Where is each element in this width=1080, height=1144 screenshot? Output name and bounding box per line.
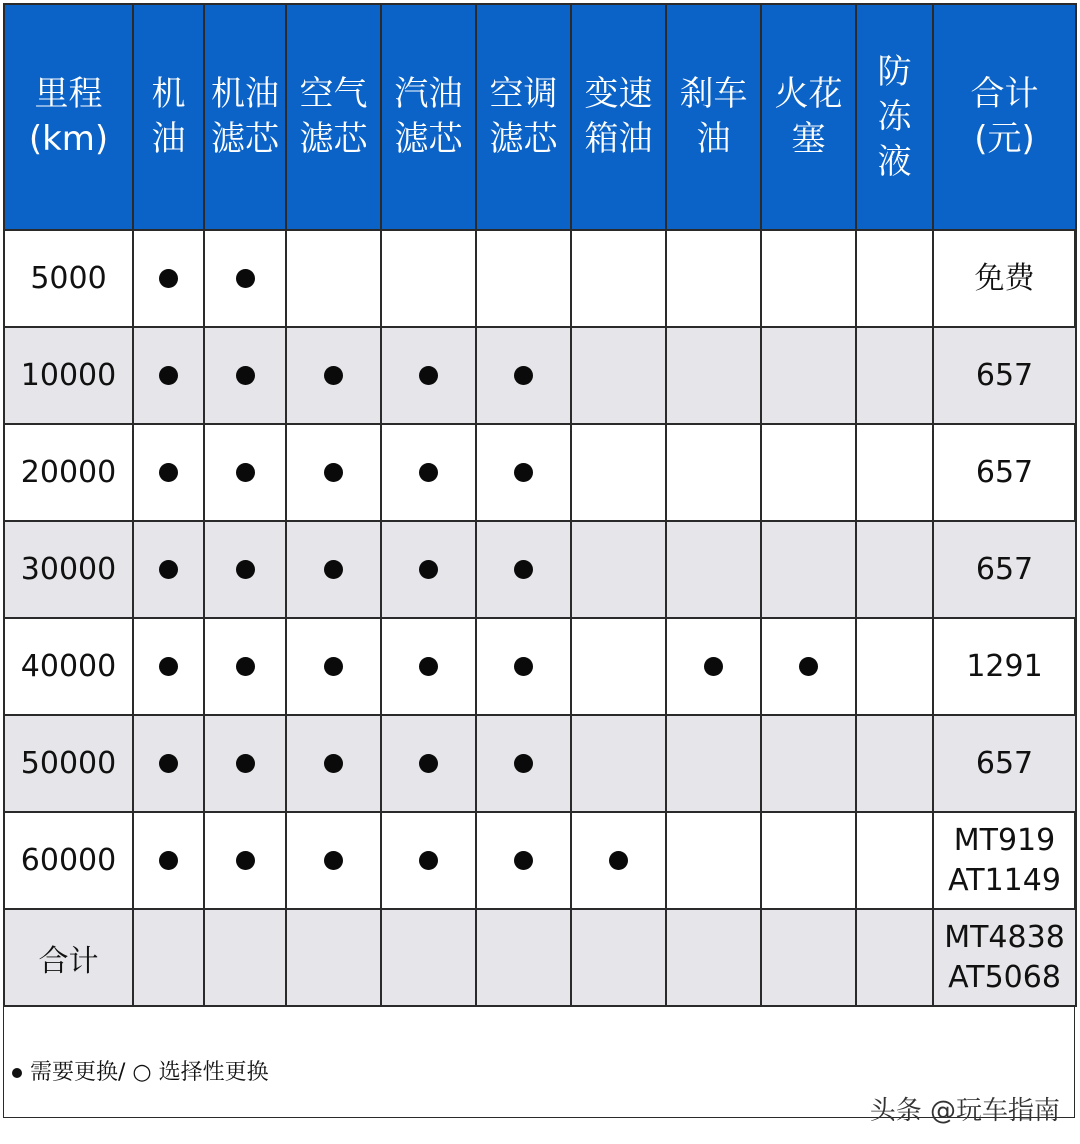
header-mileage-line-1: (km) — [28, 119, 109, 159]
row-total-line: 657 — [975, 357, 1034, 393]
row-cell — [856, 521, 933, 618]
row-cell — [571, 327, 666, 424]
row-cell — [571, 424, 666, 521]
row-cell — [286, 424, 381, 521]
replace-dot-icon — [159, 366, 178, 385]
row-cell — [571, 812, 666, 909]
row-cell — [133, 909, 204, 1006]
row-total-line: 免费 — [974, 260, 1035, 296]
replace-dot-icon — [419, 657, 438, 676]
row-cell — [761, 909, 856, 1006]
row-total — [933, 424, 1076, 521]
row-cell — [381, 521, 476, 618]
replace-dot-icon — [704, 657, 723, 676]
row-cell — [856, 812, 933, 909]
header-item-5 — [571, 4, 666, 230]
replace-dot-icon — [236, 560, 255, 579]
row-cell — [381, 618, 476, 715]
replace-dot-icon — [324, 560, 343, 579]
replace-dot-icon — [324, 851, 343, 870]
row-total — [933, 812, 1076, 909]
header-item-3-line-0: 汽油 — [394, 74, 463, 114]
filled-dot-icon — [12, 1068, 22, 1078]
replace-dot-icon — [514, 851, 533, 870]
row-cell — [204, 909, 286, 1006]
replace-dot-icon — [419, 560, 438, 579]
row-cell — [381, 812, 476, 909]
header-item-2 — [286, 4, 381, 230]
row-total-line: MT4838 — [944, 919, 1065, 955]
row-total — [933, 327, 1076, 424]
row-cell — [761, 230, 856, 327]
maintenance-schedule-table — [3, 3, 1077, 1007]
row-mileage: 30000 — [4, 521, 133, 618]
replace-dot-icon — [419, 851, 438, 870]
row-cell — [381, 230, 476, 327]
table-row — [4, 909, 1076, 1006]
row-cell — [381, 424, 476, 521]
replace-dot-icon — [324, 754, 343, 773]
row-cell — [666, 327, 761, 424]
replace-dot-icon — [159, 851, 178, 870]
header-item-8-line-2: 液 — [877, 141, 912, 182]
header-item-2-line-0: 空气 — [299, 74, 368, 114]
table-row — [4, 230, 1076, 327]
row-cell — [204, 715, 286, 812]
header-item-1-line-1: 滤芯 — [211, 119, 279, 159]
row-cell — [381, 715, 476, 812]
row-cell — [286, 618, 381, 715]
header-item-7 — [761, 4, 856, 230]
row-cell — [856, 909, 933, 1006]
header-item-4 — [476, 4, 571, 230]
header-item-6-line-1: 油 — [696, 119, 731, 159]
row-cell — [286, 909, 381, 1006]
row-cell — [761, 715, 856, 812]
header-item-3 — [381, 4, 476, 230]
row-total-line: AT5068 — [948, 959, 1061, 995]
row-cell — [133, 424, 204, 521]
row-total-line: 657 — [975, 745, 1034, 781]
row-cell — [476, 812, 571, 909]
replace-dot-icon — [799, 657, 818, 676]
row-cell — [286, 327, 381, 424]
row-cell — [571, 521, 666, 618]
table-row — [4, 618, 1076, 715]
row-mileage: 60000 — [4, 812, 133, 909]
watermark: 头条 @玩车指南 — [869, 1096, 1060, 1126]
row-cell — [133, 327, 204, 424]
row-cell — [856, 327, 933, 424]
row-cell — [204, 521, 286, 618]
row-total — [933, 230, 1076, 327]
header-mileage — [4, 4, 133, 230]
replace-dot-icon — [324, 657, 343, 676]
table-body — [4, 230, 1076, 1006]
header-item-4-line-0: 空调 — [489, 74, 558, 114]
header-item-0 — [133, 4, 204, 230]
header-item-3-line-1: 滤芯 — [394, 119, 463, 159]
replace-dot-icon — [159, 657, 178, 676]
row-mileage: 10000 — [4, 327, 133, 424]
table-row — [4, 521, 1076, 618]
row-cell — [571, 618, 666, 715]
row-mileage: 20000 — [4, 424, 133, 521]
table-row — [4, 812, 1076, 909]
row-cell — [476, 230, 571, 327]
table-row — [4, 715, 1076, 812]
header-item-2-line-1: 滤芯 — [299, 119, 368, 159]
header-item-6-line-0: 刹车 — [679, 74, 748, 114]
row-cell — [204, 618, 286, 715]
replace-dot-icon — [609, 851, 628, 870]
header-item-1 — [204, 4, 286, 230]
row-cell — [476, 618, 571, 715]
header-item-1-line-0: 机油 — [211, 74, 279, 114]
row-cell — [476, 521, 571, 618]
row-cell — [666, 521, 761, 618]
row-total-line: AT1149 — [948, 862, 1061, 898]
row-total — [933, 715, 1076, 812]
row-cell — [133, 618, 204, 715]
row-cell — [571, 909, 666, 1006]
row-total-line: 1291 — [966, 648, 1043, 684]
row-cell — [761, 327, 856, 424]
replace-dot-icon — [159, 463, 178, 482]
row-cell — [666, 715, 761, 812]
replace-dot-icon — [236, 269, 255, 288]
header-item-7-line-1: 塞 — [791, 119, 826, 159]
replace-dot-icon — [236, 657, 255, 676]
row-mileage: 5000 — [4, 230, 133, 327]
replace-dot-icon — [236, 754, 255, 773]
replace-dot-icon — [514, 754, 533, 773]
header-item-8-line-1: 冻 — [877, 96, 912, 137]
header-total-line-1: (元) — [974, 119, 1035, 159]
table-row — [4, 327, 1076, 424]
header-item-0-line-0: 机 — [151, 74, 186, 114]
row-cell — [666, 909, 761, 1006]
row-total-line: MT919 — [953, 822, 1056, 858]
row-cell — [286, 521, 381, 618]
row-cell — [204, 424, 286, 521]
row-cell — [381, 327, 476, 424]
row-cell — [204, 230, 286, 327]
row-total — [933, 521, 1076, 618]
replace-dot-icon — [514, 560, 533, 579]
row-cell — [856, 715, 933, 812]
row-cell — [856, 618, 933, 715]
replace-dot-icon — [236, 366, 255, 385]
row-cell — [476, 327, 571, 424]
replace-dot-icon — [324, 366, 343, 385]
row-cell — [476, 715, 571, 812]
header-item-8 — [856, 4, 933, 230]
replace-dot-icon — [236, 463, 255, 482]
header-item-4-line-1: 滤芯 — [489, 119, 558, 159]
row-cell — [204, 327, 286, 424]
header-total — [933, 4, 1076, 230]
replace-dot-icon — [419, 463, 438, 482]
replace-dot-icon — [159, 269, 178, 288]
header-item-6 — [666, 4, 761, 230]
row-total-line: 657 — [975, 454, 1034, 490]
row-cell — [666, 424, 761, 521]
row-cell — [286, 230, 381, 327]
row-cell — [133, 715, 204, 812]
replace-dot-icon — [159, 754, 178, 773]
legend-text: 需要更换/ ○ 选择性更换 — [30, 1060, 269, 1085]
row-cell — [856, 424, 933, 521]
header-item-0-line-1: 油 — [151, 119, 186, 159]
replace-dot-icon — [324, 463, 343, 482]
row-total — [933, 618, 1076, 715]
row-cell — [286, 812, 381, 909]
row-cell — [666, 812, 761, 909]
row-mileage: 40000 — [4, 618, 133, 715]
row-mileage: 50000 — [4, 715, 133, 812]
replace-dot-icon — [514, 366, 533, 385]
row-cell — [133, 230, 204, 327]
row-cell — [761, 618, 856, 715]
row-cell — [571, 715, 666, 812]
row-cell — [666, 230, 761, 327]
row-cell — [476, 424, 571, 521]
replace-dot-icon — [419, 754, 438, 773]
replace-dot-icon — [236, 851, 255, 870]
table-row — [4, 424, 1076, 521]
replace-dot-icon — [419, 366, 438, 385]
row-total-line: 657 — [975, 551, 1034, 587]
legend — [12, 1055, 269, 1086]
replace-dot-icon — [514, 657, 533, 676]
row-cell — [204, 812, 286, 909]
row-cell — [666, 618, 761, 715]
row-cell — [761, 424, 856, 521]
row-cell — [856, 230, 933, 327]
header-row — [4, 4, 1076, 230]
row-cell — [133, 521, 204, 618]
row-mileage: 合计 — [4, 909, 133, 1006]
header-item-8-line-0: 防 — [877, 51, 912, 92]
header-item-5-line-1: 箱油 — [584, 119, 653, 159]
row-cell — [761, 812, 856, 909]
header-mileage-line-0: 里程 — [34, 74, 103, 114]
row-cell — [476, 909, 571, 1006]
row-cell — [761, 521, 856, 618]
row-cell — [133, 812, 204, 909]
replace-dot-icon — [159, 560, 178, 579]
replace-dot-icon — [514, 463, 533, 482]
row-cell — [571, 230, 666, 327]
row-total — [933, 909, 1076, 1006]
header-item-7-line-0: 火花 — [774, 74, 843, 114]
header-total-line-0: 合计 — [970, 74, 1039, 114]
header-item-5-line-0: 变速 — [584, 74, 653, 114]
row-cell — [286, 715, 381, 812]
row-cell — [381, 909, 476, 1006]
